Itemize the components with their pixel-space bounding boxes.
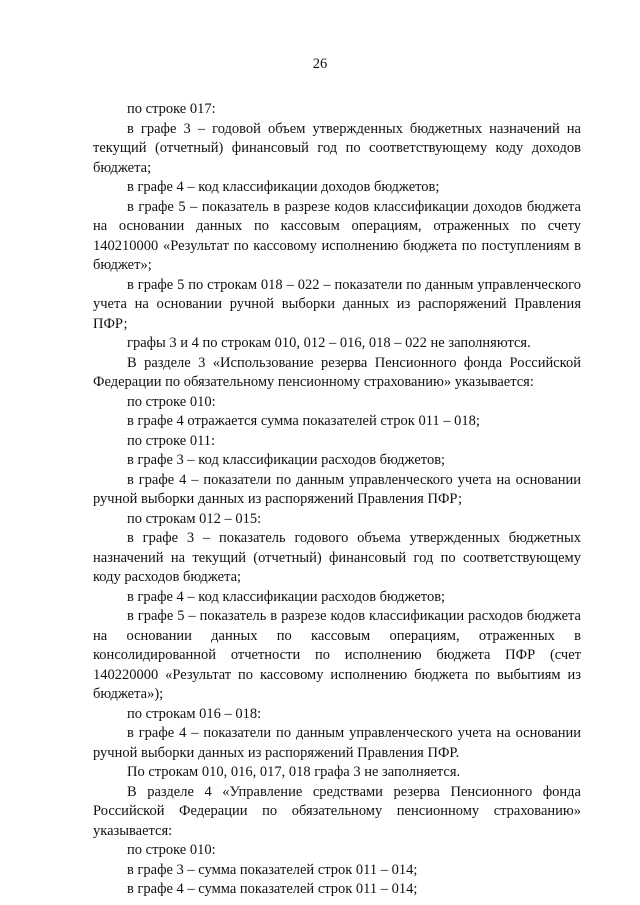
document-body [93, 100, 581, 900]
paragraph: в графе 4 отражается сумма показателей строк 011 – 018; [127, 413, 480, 429]
paragraph: по строкам 016 – 018: [127, 705, 262, 722]
paragraph: в графе 4 – показатели по данным управленческого учета на основании ручной выборки данных из распоряжений Правления ПФР. [93, 725, 581, 761]
paragraph: В разделе 3 «Использование резерва Пенсионного фонда Российской Федерации по обязательному пенсионному страхованию» указывается: [93, 354, 581, 390]
paragraph: в графе 5 – показатель в разрезе кодов классификации доходов бюджета на основании данных по кассовым операциям, отраженных по счету 140210000 «Результат по кассовому исполнению бюджета по поступлениям в бюджет»; [93, 198, 581, 273]
paragraph: в графе 5 – показатель в разрезе кодов классификации расходов бюджета на основании данных по кассовым операциям, отраженных в консолидированной отчетности по исполнению бюджета ПФР (счет 140220000 «Результат по кассовому исполнению бюджета по выбытиям из бюджета»); [93, 608, 581, 702]
page-number: 26 [312, 56, 328, 72]
paragraph: в графе 5 по строкам 018 – 022 – показатели по данным управленческого учета на основании ручной выборки данных из распоряжений Правления ПФР; [93, 276, 581, 332]
paragraph: в графе 4 – сумма показателей строк 011 – 014; [127, 881, 418, 897]
paragraph: в графе 3 – показатель годового объема утвержденных бюджетных назначений на текущий (отчетный) финансовый год по соответствующему коду расходов бюджета; [93, 530, 581, 585]
paragraph: графы 3 и 4 по строкам 010, 012 – 016, 018 – 022 не заполняются. [127, 335, 531, 351]
paragraph: по строке 010: [127, 842, 216, 858]
paragraph: по строкам 012 – 015: [127, 510, 262, 527]
paragraph: в графе 3 – сумма показателей строк 011 – 014; [127, 861, 418, 878]
paragraph: в графе 4 – показатели по данным управленческого учета на основании ручной выборки данных из распоряжений Правления ПФР; [93, 471, 581, 507]
paragraph: по строке 010: [127, 393, 216, 410]
paragraph: По строкам 010, 016, 017, 018 графа 3 не заполняется. [127, 764, 461, 780]
paragraph: в графе 3 – годовой объем утвержденных бюджетных назначений на текущий (отчетный) финансовый год по соответствующему коду доходов бюджета; [93, 120, 581, 176]
paragraph: в графе 3 – код классификации расходов бюджетов; [127, 452, 446, 468]
paragraph: В разделе 4 «Управление средствами резерва Пенсионного фонда Российской Федерации по обязательному пенсионному страхованию» указывается: [93, 783, 581, 839]
paragraph: по строке 011: [127, 432, 216, 449]
paragraph: в графе 4 – код классификации расходов бюджетов; [127, 588, 446, 605]
paragraph: в графе 4 – код классификации доходов бюджетов; [127, 179, 440, 195]
paragraph: по строке 017: [127, 101, 216, 117]
